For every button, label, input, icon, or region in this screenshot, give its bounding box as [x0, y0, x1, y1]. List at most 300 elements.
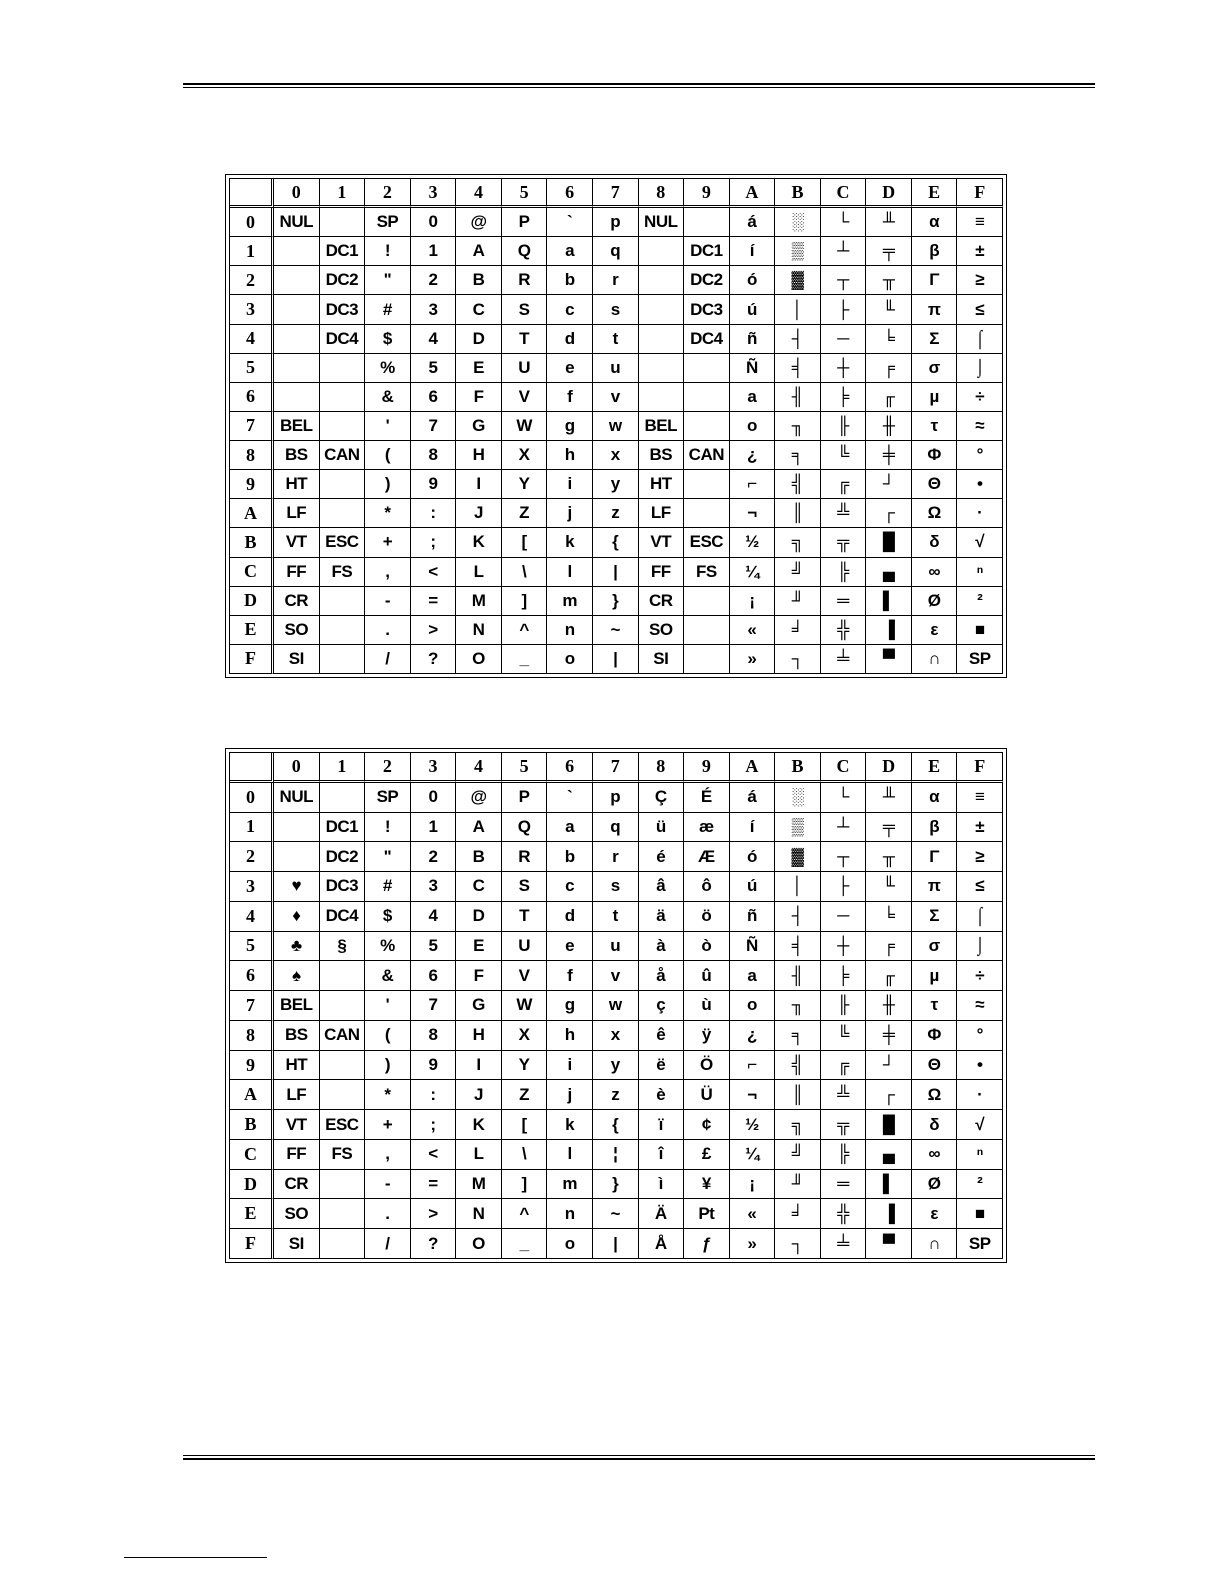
column-header: 5 — [502, 753, 548, 783]
code-cell: CAN — [320, 1021, 366, 1051]
code-cell: τ — [912, 412, 958, 441]
code-cell: ¥ — [684, 1170, 730, 1200]
code-cell: + — [365, 528, 411, 557]
column-header: A — [730, 179, 776, 208]
code-cell: ^ — [502, 1199, 548, 1229]
code-cell: ! — [365, 813, 411, 843]
row-header: 3 — [230, 295, 274, 324]
code-cell: p — [593, 208, 639, 237]
code-cell: ┌ — [866, 499, 912, 528]
code-cell: NUL — [274, 208, 320, 237]
code-cell: ¿ — [730, 441, 776, 470]
code-cell: ò — [684, 932, 730, 962]
code-cell: ! — [365, 237, 411, 266]
code-cell: Γ — [912, 266, 958, 295]
column-header: 5 — [502, 179, 548, 208]
corner-cell — [230, 179, 274, 208]
code-cell: m — [547, 587, 593, 616]
code-cell: 3 — [411, 872, 457, 902]
code-cell: P — [502, 208, 548, 237]
code-cell: ▌ — [866, 587, 912, 616]
code-cell: ▄ — [866, 1140, 912, 1170]
code-cell: g — [547, 991, 593, 1021]
code-cell: a — [547, 813, 593, 843]
code-cell: ╙ — [866, 872, 912, 902]
code-cell: x — [593, 441, 639, 470]
code-cell: Q — [502, 813, 548, 843]
code-cell: ¬ — [730, 1080, 776, 1110]
code-cell: ' — [365, 412, 411, 441]
row-header: 8 — [230, 1021, 274, 1051]
code-cell: DC2 — [320, 842, 366, 872]
code-cell: k — [547, 528, 593, 557]
code-cell: Y — [502, 470, 548, 499]
code-cell: ╞ — [821, 383, 867, 412]
code-cell: ╥ — [866, 266, 912, 295]
code-cell: δ — [912, 1110, 958, 1140]
row-header: 7 — [230, 991, 274, 1021]
code-cell: » — [730, 645, 776, 674]
code-cell — [320, 1199, 366, 1229]
code-cell: u — [593, 932, 639, 962]
code-cell: ╦ — [821, 1110, 867, 1140]
code-cell: ╝ — [775, 558, 821, 587]
code-cell: ┘ — [866, 1051, 912, 1081]
code-cell: H — [456, 1021, 502, 1051]
row-header: A — [230, 1080, 274, 1110]
code-cell: · — [957, 1080, 1003, 1110]
code-cell: α — [912, 208, 958, 237]
code-cell: HT — [274, 1051, 320, 1081]
code-cell — [684, 616, 730, 645]
code-cell: ╠ — [821, 558, 867, 587]
code-cell: ¼ — [730, 558, 776, 587]
code-cell: I — [456, 470, 502, 499]
code-cell: ~ — [593, 616, 639, 645]
column-header: B — [775, 179, 821, 208]
row-header: 3 — [230, 872, 274, 902]
code-cell: - — [365, 587, 411, 616]
code-cell: VT — [274, 528, 320, 557]
column-header: 6 — [547, 753, 593, 783]
code-cell: @ — [456, 783, 502, 813]
code-cell: FF — [274, 558, 320, 587]
code-cell: / — [365, 645, 411, 674]
code-cell: - — [365, 1170, 411, 1200]
code-cell: ° — [957, 441, 1003, 470]
code-cell: BS — [274, 1021, 320, 1051]
code-cell: s — [593, 295, 639, 324]
code-cell: 5 — [411, 354, 457, 383]
code-cell: ╕ — [775, 441, 821, 470]
code-cell: R — [502, 842, 548, 872]
code-cell: ╒ — [866, 932, 912, 962]
column-header: C — [821, 753, 867, 783]
code-cell: Ñ — [730, 354, 776, 383]
code-grid — [229, 178, 1003, 674]
code-cell — [639, 295, 685, 324]
code-cell — [684, 383, 730, 412]
code-cell: { — [593, 528, 639, 557]
row-header: 4 — [230, 325, 274, 354]
code-cell: d — [547, 902, 593, 932]
code-cell: z — [593, 499, 639, 528]
code-cell: ─ — [821, 325, 867, 354]
code-cell: [ — [502, 1110, 548, 1140]
code-cell — [320, 991, 366, 1021]
code-cell: ╞ — [821, 961, 867, 991]
row-header: B — [230, 1110, 274, 1140]
code-cell: j — [547, 499, 593, 528]
code-cell — [274, 237, 320, 266]
code-cell: æ — [684, 813, 730, 843]
code-cell: M — [456, 1170, 502, 1200]
code-cell: ┘ — [866, 470, 912, 499]
code-cell: e — [547, 354, 593, 383]
code-cell: w — [593, 991, 639, 1021]
code-cell: ╠ — [821, 1140, 867, 1170]
code-cell: ╨ — [866, 208, 912, 237]
character-code-table-1 — [225, 174, 1007, 678]
code-cell: └ — [821, 208, 867, 237]
code-cell: C — [456, 872, 502, 902]
code-cell: ╕ — [775, 1021, 821, 1051]
code-cell: ê — [639, 1021, 685, 1051]
code-cell: Φ — [912, 1021, 958, 1051]
code-cell: ü — [639, 813, 685, 843]
column-header: F — [957, 753, 1003, 783]
code-cell: VT — [639, 528, 685, 557]
code-cell: ƒ — [684, 1229, 730, 1259]
code-cell: ) — [365, 470, 411, 499]
code-cell: ± — [957, 237, 1003, 266]
code-cell: BEL — [639, 412, 685, 441]
code-cell: | — [593, 558, 639, 587]
code-cell: > — [411, 616, 457, 645]
code-cell: o — [730, 412, 776, 441]
code-cell: ∞ — [912, 1140, 958, 1170]
code-cell: ≤ — [957, 295, 1003, 324]
code-cell: 4 — [411, 902, 457, 932]
code-cell: É — [684, 783, 730, 813]
code-cell: « — [730, 616, 776, 645]
code-cell: ╡ — [775, 354, 821, 383]
code-cell: 9 — [411, 1051, 457, 1081]
code-cell: F — [456, 961, 502, 991]
row-header: B — [230, 528, 274, 557]
code-cell: DC2 — [320, 266, 366, 295]
code-cell: ] — [502, 587, 548, 616]
code-cell: ¢ — [684, 1110, 730, 1140]
code-cell: ² — [957, 1170, 1003, 1200]
code-cell: U — [502, 354, 548, 383]
code-cell: Y — [502, 1051, 548, 1081]
code-cell: ┐ — [775, 645, 821, 674]
code-cell: BS — [639, 441, 685, 470]
row-header: 7 — [230, 412, 274, 441]
code-cell: ▓ — [775, 842, 821, 872]
character-code-table-2 — [225, 748, 1007, 1263]
code-cell: > — [411, 1199, 457, 1229]
code-cell: l — [547, 1140, 593, 1170]
code-cell: f — [547, 383, 593, 412]
code-cell: S — [502, 872, 548, 902]
code-cell: c — [547, 295, 593, 324]
code-cell: 8 — [411, 441, 457, 470]
code-cell: f — [547, 961, 593, 991]
code-cell: é — [639, 842, 685, 872]
code-cell: NUL — [274, 783, 320, 813]
code-cell: ≡ — [957, 208, 1003, 237]
code-cell: ¬ — [730, 499, 776, 528]
code-cell: & — [365, 383, 411, 412]
code-cell: δ — [912, 528, 958, 557]
code-cell: = — [411, 1170, 457, 1200]
code-cell: ú — [730, 872, 776, 902]
code-cell: p — [593, 783, 639, 813]
code-cell: µ — [912, 961, 958, 991]
code-cell: W — [502, 412, 548, 441]
code-cell: ⌡ — [957, 932, 1003, 962]
code-cell: $ — [365, 902, 411, 932]
code-cell: } — [593, 1170, 639, 1200]
code-cell: ▒ — [775, 813, 821, 843]
code-cell: 9 — [411, 470, 457, 499]
code-cell: SP — [365, 783, 411, 813]
code-cell: ╧ — [821, 1229, 867, 1259]
code-cell: ╓ — [866, 383, 912, 412]
row-header: 2 — [230, 842, 274, 872]
code-cell: ⌠ — [957, 902, 1003, 932]
code-cell: « — [730, 1199, 776, 1229]
code-cell — [320, 383, 366, 412]
code-cell: 7 — [411, 412, 457, 441]
code-cell: Σ — [912, 325, 958, 354]
code-cell: C — [456, 295, 502, 324]
column-header: 0 — [274, 753, 320, 783]
code-cell: Ü — [684, 1080, 730, 1110]
row-header: 1 — [230, 237, 274, 266]
code-cell: _ — [502, 645, 548, 674]
code-cell: ─ — [821, 902, 867, 932]
code-cell: ┴ — [821, 813, 867, 843]
code-cell: ° — [957, 1021, 1003, 1051]
code-cell: Ø — [912, 1170, 958, 1200]
code-cell: + — [365, 1110, 411, 1140]
code-cell: ¡ — [730, 587, 776, 616]
code-cell: ½ — [730, 1110, 776, 1140]
code-cell: • — [957, 1051, 1003, 1081]
code-cell: DC4 — [684, 325, 730, 354]
code-cell: ⌐ — [730, 470, 776, 499]
code-cell: Ω — [912, 499, 958, 528]
code-cell: K — [456, 528, 502, 557]
code-cell: █ — [866, 528, 912, 557]
code-cell: 4 — [411, 325, 457, 354]
code-grid — [229, 752, 1003, 1259]
code-cell: ) — [365, 1051, 411, 1081]
code-cell: x — [593, 1021, 639, 1051]
code-cell: m — [547, 1170, 593, 1200]
code-cell: Pt — [684, 1199, 730, 1229]
code-cell: SI — [274, 1229, 320, 1259]
row-header: 1 — [230, 813, 274, 843]
code-cell: Φ — [912, 441, 958, 470]
code-cell: { — [593, 1110, 639, 1140]
code-cell: ⌐ — [730, 1051, 776, 1081]
code-cell: s — [593, 872, 639, 902]
code-cell: n — [547, 616, 593, 645]
header-rule — [183, 83, 1095, 88]
code-cell: | — [593, 1229, 639, 1259]
code-cell: A — [456, 237, 502, 266]
row-header: 9 — [230, 470, 274, 499]
footer-rule — [183, 1455, 1095, 1460]
column-header: 4 — [456, 179, 502, 208]
code-cell: ┤ — [775, 902, 821, 932]
corner-cell — [230, 753, 274, 783]
column-header: 2 — [365, 179, 411, 208]
code-cell: █ — [866, 1110, 912, 1140]
code-cell: , — [365, 558, 411, 587]
code-cell: ▄ — [866, 558, 912, 587]
code-cell: ? — [411, 1229, 457, 1259]
code-cell: ╩ — [821, 1080, 867, 1110]
code-cell: V — [502, 961, 548, 991]
code-cell: O — [456, 645, 502, 674]
code-cell: ESC — [320, 1110, 366, 1140]
column-header: 8 — [639, 179, 685, 208]
code-cell: i — [547, 1051, 593, 1081]
code-cell: e — [547, 932, 593, 962]
code-cell: DC2 — [684, 266, 730, 295]
code-cell: Σ — [912, 902, 958, 932]
code-cell: : — [411, 499, 457, 528]
code-cell: β — [912, 813, 958, 843]
code-cell: ┌ — [866, 1080, 912, 1110]
code-cell: q — [593, 237, 639, 266]
code-cell: y — [593, 1051, 639, 1081]
code-cell: ╚ — [821, 441, 867, 470]
code-cell: ε — [912, 1199, 958, 1229]
code-cell: SO — [639, 616, 685, 645]
code-cell: LF — [639, 499, 685, 528]
code-cell: D — [456, 902, 502, 932]
code-cell: @ — [456, 208, 502, 237]
code-cell: µ — [912, 383, 958, 412]
code-cell: N — [456, 1199, 502, 1229]
code-cell — [320, 961, 366, 991]
code-cell: LF — [274, 1080, 320, 1110]
code-cell: HT — [274, 470, 320, 499]
code-cell: H — [456, 441, 502, 470]
code-cell: 5 — [411, 932, 457, 962]
code-cell — [320, 1051, 366, 1081]
code-cell: 1 — [411, 813, 457, 843]
code-cell: 2 — [411, 842, 457, 872]
code-cell — [274, 295, 320, 324]
code-cell: NUL — [639, 208, 685, 237]
code-cell: DC1 — [320, 813, 366, 843]
code-cell: A — [456, 813, 502, 843]
code-cell: ╖ — [775, 412, 821, 441]
code-cell: á — [730, 783, 776, 813]
code-cell: ╟ — [821, 991, 867, 1021]
code-cell: ' — [365, 991, 411, 1021]
code-cell: Θ — [912, 1051, 958, 1081]
code-cell: Θ — [912, 470, 958, 499]
code-cell: U — [502, 932, 548, 962]
code-cell: ╣ — [775, 470, 821, 499]
code-cell: \ — [502, 558, 548, 587]
code-cell: / — [365, 1229, 411, 1259]
code-cell: Ñ — [730, 932, 776, 962]
code-cell: ┼ — [821, 932, 867, 962]
code-cell: ╬ — [821, 1199, 867, 1229]
code-cell: SP — [957, 645, 1003, 674]
code-cell: \ — [502, 1140, 548, 1170]
code-cell: Ö — [684, 1051, 730, 1081]
code-cell: G — [456, 412, 502, 441]
code-cell: ⁿ — [957, 1140, 1003, 1170]
code-cell: ¼ — [730, 1140, 776, 1170]
code-cell: o — [547, 1229, 593, 1259]
code-cell: ▀ — [866, 1229, 912, 1259]
code-cell: " — [365, 842, 411, 872]
code-cell: ┬ — [821, 266, 867, 295]
code-cell: t — [593, 902, 639, 932]
code-cell: ESC — [320, 528, 366, 557]
code-cell: 3 — [411, 295, 457, 324]
code-cell — [684, 208, 730, 237]
code-cell: DC1 — [320, 237, 366, 266]
code-cell: ▐ — [866, 616, 912, 645]
code-cell: r — [593, 266, 639, 295]
code-cell: X — [502, 441, 548, 470]
column-header: 9 — [684, 753, 730, 783]
code-cell: DC1 — [684, 237, 730, 266]
code-cell: ╚ — [821, 1021, 867, 1051]
row-header: D — [230, 587, 274, 616]
row-header: 5 — [230, 932, 274, 962]
code-cell: CR — [274, 587, 320, 616]
code-cell — [684, 412, 730, 441]
column-header: 8 — [639, 753, 685, 783]
code-cell: * — [365, 499, 411, 528]
code-cell — [320, 616, 366, 645]
code-cell: _ — [502, 1229, 548, 1259]
column-header: 7 — [593, 179, 639, 208]
code-cell: F — [456, 383, 502, 412]
code-cell: i — [547, 470, 593, 499]
code-cell: ì — [639, 1170, 685, 1200]
code-cell: π — [912, 295, 958, 324]
code-cell: R — [502, 266, 548, 295]
code-cell: ■ — [957, 616, 1003, 645]
code-cell: ` — [547, 783, 593, 813]
code-cell: § — [320, 932, 366, 962]
code-cell — [320, 470, 366, 499]
code-cell: ╪ — [866, 1021, 912, 1051]
code-cell: D — [456, 325, 502, 354]
code-cell — [320, 499, 366, 528]
code-cell: : — [411, 1080, 457, 1110]
code-cell: ╥ — [866, 842, 912, 872]
code-cell: 6 — [411, 961, 457, 991]
code-cell: ⁿ — [957, 558, 1003, 587]
code-cell: ( — [365, 441, 411, 470]
code-cell: I — [456, 1051, 502, 1081]
